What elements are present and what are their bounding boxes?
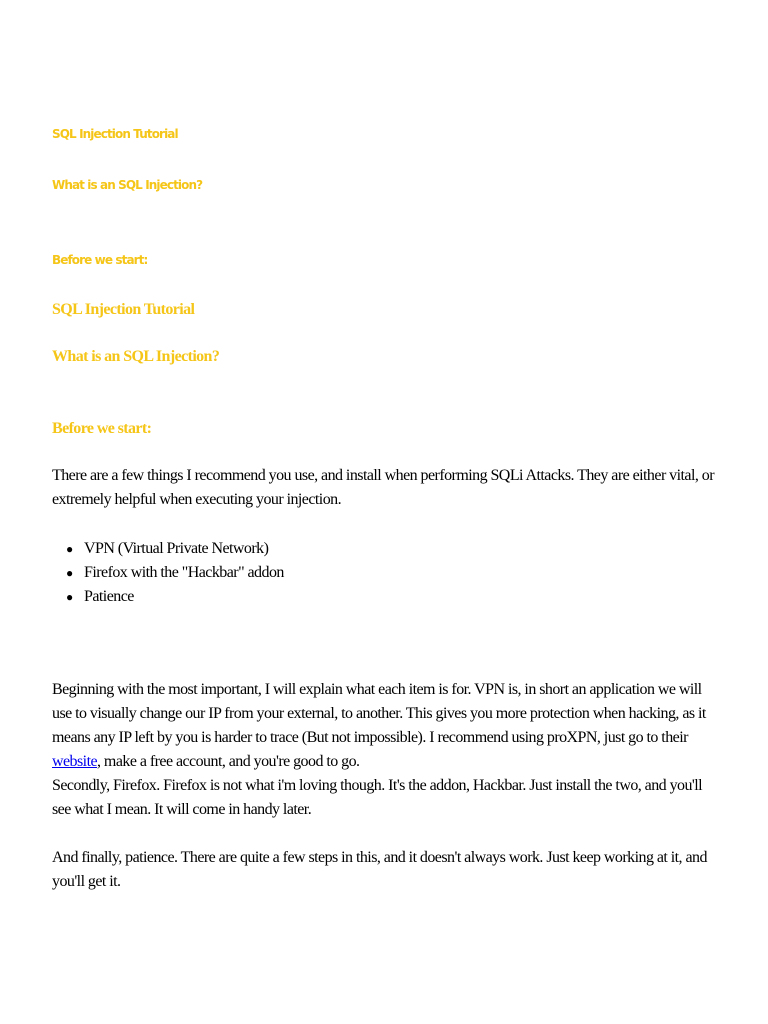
vpn-paragraph-tail: , make a free account, and you're good to go. xyxy=(97,753,360,770)
vpn-paragraph-text: Beginning with the most important, I will explain what each item is for. VPN is, in short an application we will use to visually change our IP from your external, to another. This gives you more protection when hacking, as it means any IP left by you is harder to trace (But not impossible). I recommend using proXPN, just go to their xyxy=(52,681,706,746)
patience-paragraph: And finally, patience. There are quite a few steps in this, and it doesn't always work. Just keep working at it, and you'll get it. xyxy=(52,849,707,890)
list-item-label: Patience xyxy=(84,588,134,605)
list-item xyxy=(52,561,284,585)
firefox-paragraph: Secondly, Firefox. Firefox is not what i'm loving though. It's the addon, Hackbar. Just install the two, and you'll see what I mean. It will come in handy later. xyxy=(52,777,703,818)
intro-paragraph: There are a few things I recommend you use, and install when performing SQLi Attacks. They are either vital, or extremely helpful when executing your injection. xyxy=(52,467,714,508)
before-heading-serif: Before we start: xyxy=(52,420,152,437)
vpn-paragraph xyxy=(52,678,716,774)
requirements-list xyxy=(52,537,284,609)
bullet-icon: ● xyxy=(66,542,73,556)
list-item-label: Firefox with the "Hackbar" addon xyxy=(84,564,284,581)
tutorial-title-serif: SQL Injection Tutorial xyxy=(52,301,195,318)
bullet-icon: ● xyxy=(66,590,73,604)
question-heading-serif: What is an SQL Injection? xyxy=(52,348,220,365)
list-item xyxy=(52,585,284,609)
bullet-icon: ● xyxy=(66,566,73,580)
website-link[interactable]: website xyxy=(52,753,98,770)
list-item xyxy=(52,537,284,561)
tutorial-title-sans: SQL Injection Tutorial xyxy=(52,127,178,141)
before-heading-sans: Before we start: xyxy=(52,253,148,267)
list-item-label: VPN (Virtual Private Network) xyxy=(84,540,269,557)
question-heading-sans: What is an SQL Injection? xyxy=(52,178,203,192)
